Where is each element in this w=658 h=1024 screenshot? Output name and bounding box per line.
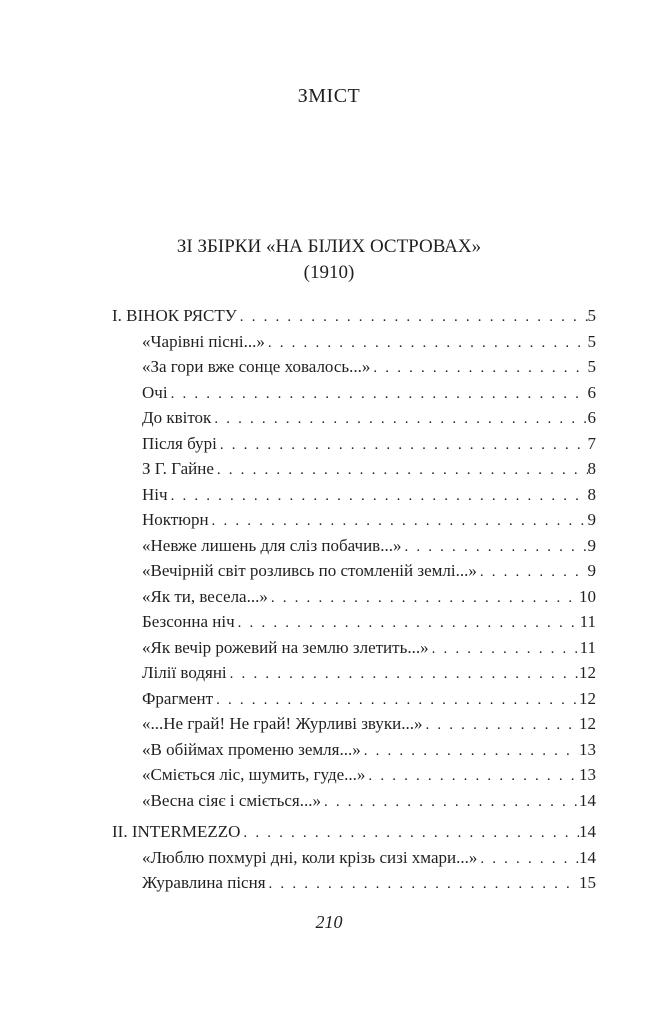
toc-entry-page: 7 bbox=[587, 433, 596, 453]
toc-entry-page: 8 bbox=[587, 459, 596, 478]
toc-entry bbox=[112, 660, 596, 686]
toc-entry bbox=[112, 533, 596, 559]
toc-entry bbox=[112, 456, 596, 482]
toc-leader-dots bbox=[235, 611, 580, 637]
toc-entry-title: Очі bbox=[142, 382, 168, 402]
toc-entry-page: 14 bbox=[579, 847, 596, 867]
toc-entry-page: 14 bbox=[579, 822, 596, 841]
toc-entry-title: «Як вечір рожевий на землю злетить...» bbox=[142, 637, 429, 657]
toc-entry-title: «Як ти, весела...» bbox=[142, 586, 268, 606]
toc-entry-page: 9 bbox=[587, 535, 596, 555]
section-title: ЗІ ЗБІРКИ «НА БІЛИХ ОСТРОВАХ» bbox=[176, 236, 482, 257]
toc-entry-page: 12 bbox=[579, 688, 596, 708]
toc-entry bbox=[112, 584, 596, 610]
toc-entry-page: 9 bbox=[587, 561, 596, 580]
toc-entry bbox=[112, 329, 596, 355]
toc-leader-dots bbox=[214, 458, 588, 484]
toc-leader-dots bbox=[265, 331, 588, 357]
toc-leader-dots bbox=[361, 739, 579, 765]
toc-entry-page: 9 bbox=[587, 510, 596, 529]
toc-leader-dots bbox=[429, 637, 580, 663]
toc-leader-dots bbox=[168, 484, 588, 510]
toc-leader-dots bbox=[422, 713, 579, 739]
toc-entry bbox=[112, 686, 596, 712]
toc-entry-title: Фрагмент bbox=[142, 688, 214, 708]
toc-leader-dots bbox=[477, 560, 588, 586]
toc-entry-page: 14 bbox=[579, 790, 596, 810]
toc-section-entry bbox=[112, 303, 596, 329]
toc-leader-dots bbox=[168, 382, 588, 408]
toc-entry bbox=[112, 431, 596, 457]
toc-entry-title: I. ВІНОК РЯСТУ bbox=[112, 306, 237, 325]
toc-leader-dots bbox=[365, 764, 579, 790]
toc-entry-title: Лілії водяні bbox=[142, 663, 227, 682]
toc-entry bbox=[112, 558, 596, 584]
page-title: ЗМІСТ bbox=[297, 85, 361, 107]
toc-entry-title: Безсонна ніч bbox=[142, 612, 235, 631]
toc-leader-dots bbox=[227, 662, 579, 688]
toc-entry-title: З Г. Гайне bbox=[142, 459, 214, 478]
toc-entry-title: Ноктюрн bbox=[142, 510, 209, 529]
toc-entry bbox=[112, 482, 596, 508]
section-year: (1910) bbox=[303, 262, 355, 283]
toc-leader-dots bbox=[217, 433, 588, 459]
toc-entry bbox=[112, 609, 596, 635]
toc-entry-title: «Чарівні пісні...» bbox=[142, 331, 265, 351]
toc-entry-page: 12 bbox=[579, 714, 596, 733]
toc-entry-page: 13 bbox=[579, 765, 596, 784]
toc-entry-title: «За гори вже сонце ховалось...» bbox=[142, 357, 371, 376]
toc-leader-dots bbox=[268, 586, 579, 612]
toc-leader-dots bbox=[266, 872, 579, 898]
toc-entry bbox=[112, 405, 596, 431]
toc-entry-page: 5 bbox=[587, 357, 596, 376]
toc-entry bbox=[112, 711, 596, 737]
toc-entry-page: 5 bbox=[587, 331, 596, 351]
toc-entry-page: 13 bbox=[579, 739, 596, 759]
toc-entry-page: 6 bbox=[587, 382, 596, 402]
toc-leader-dots bbox=[370, 356, 587, 382]
toc-entry-page: 11 bbox=[579, 612, 596, 631]
toc-section-entry bbox=[112, 819, 596, 845]
toc-entry-page: 11 bbox=[579, 637, 596, 657]
toc-entry-page: 6 bbox=[587, 408, 596, 427]
page-number: 210 bbox=[315, 912, 343, 932]
toc-entry-page: 15 bbox=[579, 873, 596, 892]
toc-leader-dots bbox=[240, 821, 579, 847]
toc-entry-page: 5 bbox=[587, 306, 596, 325]
toc-leader-dots bbox=[209, 509, 588, 535]
toc-entry bbox=[112, 870, 596, 896]
toc-entry bbox=[112, 507, 596, 533]
toc-entry bbox=[112, 845, 596, 871]
toc-leader-dots bbox=[401, 535, 587, 561]
toc-entry-page: 12 bbox=[579, 663, 596, 682]
toc-entry-title: Журавлина пісня bbox=[142, 873, 266, 892]
toc-entry-title: Ніч bbox=[142, 484, 168, 504]
toc-entry-title: «Люблю похмурі дні, коли крізь сизі хмари...» bbox=[142, 847, 478, 867]
toc-entry-title: «Вечірній світ розливсь по стомленій землі...» bbox=[142, 561, 477, 580]
toc-entry-title: Після бурі bbox=[142, 433, 217, 453]
toc-leader-dots bbox=[211, 407, 587, 433]
toc-entry bbox=[112, 762, 596, 788]
toc-leader-dots bbox=[237, 305, 588, 331]
section-heading bbox=[0, 234, 658, 286]
toc-entry-title: II. INTERMEZZO bbox=[112, 822, 241, 841]
toc-entry-title: До квіток bbox=[142, 408, 212, 427]
toc-entry bbox=[112, 737, 596, 763]
toc-entry-page: 8 bbox=[587, 484, 596, 504]
toc-leader-dots bbox=[477, 847, 579, 873]
toc-entry bbox=[112, 788, 596, 814]
toc-leader-dots bbox=[213, 688, 579, 714]
toc-entry-page: 10 bbox=[579, 586, 596, 606]
toc-entry bbox=[112, 635, 596, 661]
toc-entry bbox=[112, 380, 596, 406]
toc-entry-title: «Невже лишень для сліз побачив...» bbox=[142, 535, 402, 555]
toc-leader-dots bbox=[321, 790, 579, 816]
table-of-contents bbox=[112, 303, 596, 896]
toc-entry-title: «...Не грай! Не грай! Журливі звуки...» bbox=[142, 714, 423, 733]
toc-entry bbox=[112, 354, 596, 380]
toc-entry-title: «Сміється ліс, шумить, гуде...» bbox=[142, 765, 366, 784]
toc-entry-title: «В обіймах променю земля...» bbox=[142, 739, 361, 759]
toc-entry-title: «Весна сіяє і сміється...» bbox=[142, 790, 321, 810]
